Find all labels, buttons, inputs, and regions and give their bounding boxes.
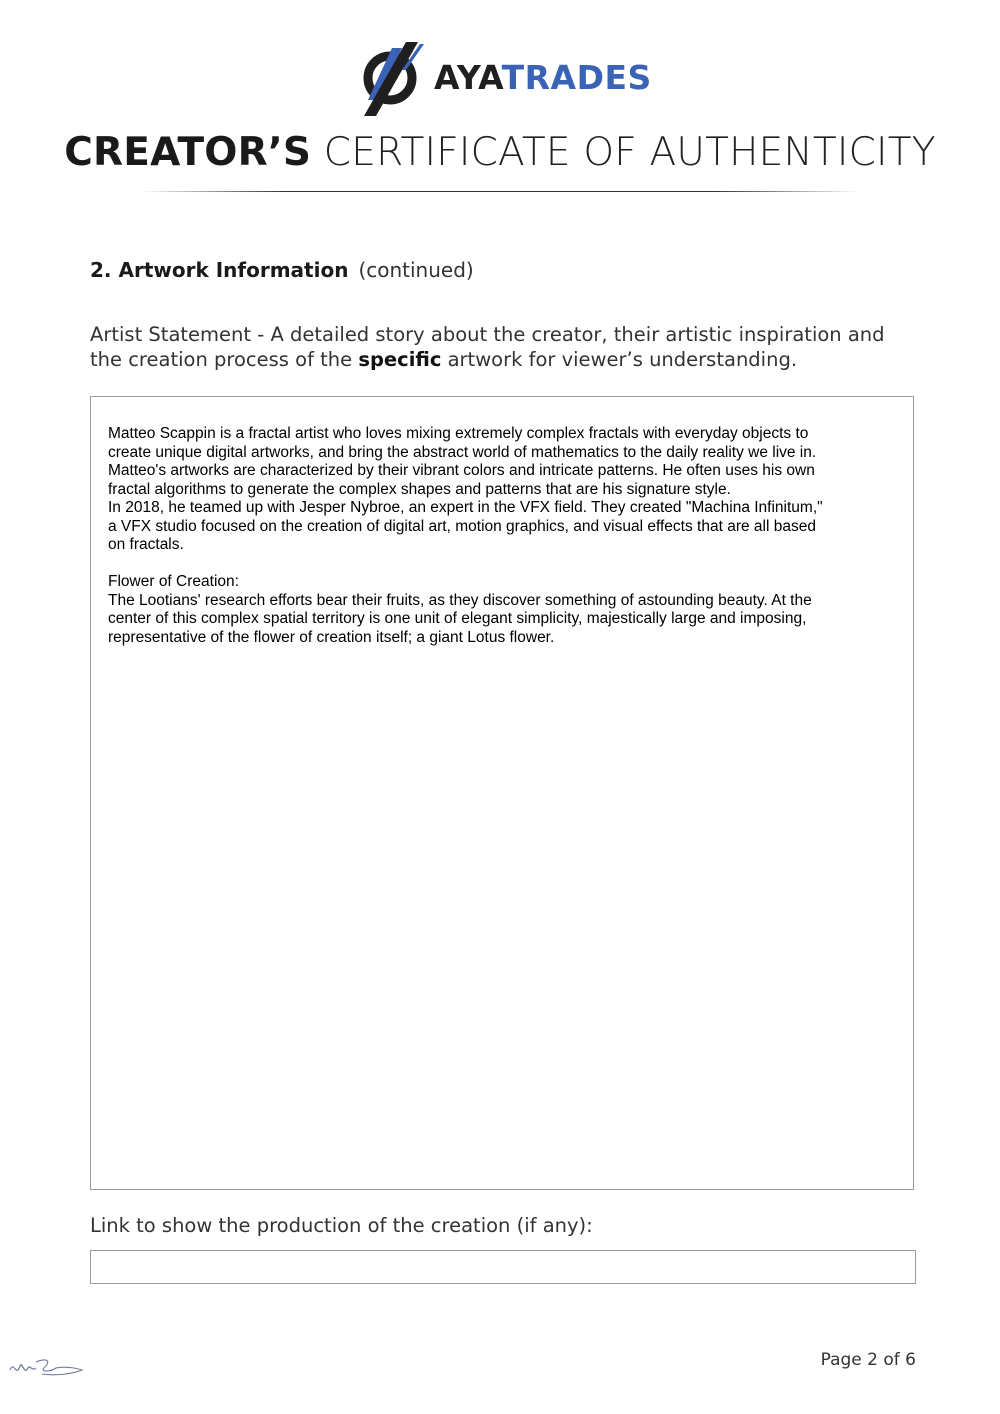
instruction-text-before: Artist Statement - A detailed story about the creator, their artistic inspiration and the creation process of the [90, 323, 885, 371]
logo-wordmark-trades: TRADES [501, 58, 652, 97]
production-link-field[interactable] [90, 1250, 916, 1284]
ayatrades-logo [362, 40, 652, 116]
instruction-text-after: artwork for viewer’s understanding. [441, 348, 798, 371]
section-heading-continued: (continued) [358, 258, 474, 282]
ayatrades-logo-mark-icon [362, 40, 426, 116]
artist-statement-field[interactable] [90, 396, 914, 1190]
logo-wordmark [434, 58, 652, 97]
handwritten-signature-icon [6, 1350, 86, 1382]
certificate-title-bold: CREATOR’S [64, 130, 312, 175]
page-number: Page 2 of 6 [820, 1350, 916, 1370]
production-link-label: Link to show the production of the creation (if any): [90, 1214, 593, 1237]
certificate-title [0, 130, 1000, 175]
artist-statement-text[interactable]: Matteo Scappin is a fractal artist who loves mixing extremely complex fractals with everyday objects to create unique digital artworks, and bring the abstract world of mathematics to the daily reality we live in. Matteo's artworks are characterized by their vibrant colors and intricate patterns. He often uses his own fractal algorithms to generate the complex shapes and patterns that are his signature style. In 2018, he teamed up with Jesper Nybroe, an expert in the VFX field. They created "Machina Infinitum," a VFX studio focused on the creation of digital art, motion graphics, and visual effects that are all based on fractals. Flower of Creation: The Lootians' research efforts bear their fruits, as they discover something of astounding beauty. At the center of this complex spatial territory is one unit of elegant simplicity, majestically large and imposing, representative of the flower of creation itself; a giant Lotus flower. [108, 425, 823, 646]
section-heading [90, 258, 474, 282]
certificate-title-light: CERTIFICATE OF AUTHENTICITY [323, 130, 936, 175]
logo-wordmark-aya: AYA [434, 58, 502, 97]
artist-statement-instruction [90, 322, 910, 372]
instruction-emphasis: specific [358, 348, 442, 371]
header-divider [140, 191, 860, 192]
section-heading-title: 2. Artwork Information [90, 258, 349, 282]
